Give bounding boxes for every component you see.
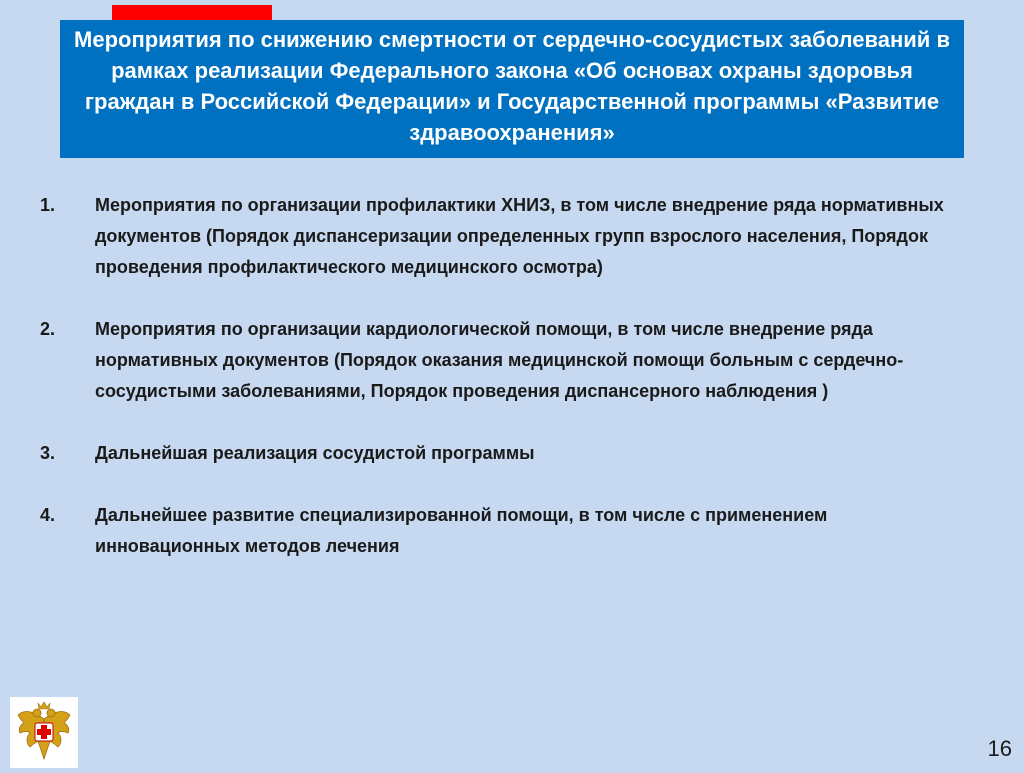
list-item [40, 438, 970, 469]
item-text: Дальнейшая реализация сосудистой программы [95, 443, 535, 463]
list-item [40, 314, 970, 407]
list-item [40, 500, 970, 562]
list-item [40, 190, 970, 283]
item-number: 4. [40, 505, 56, 525]
item-text: Мероприятия по организации профилактики ХНИЗ, в том числе внедрение ряда нормативных документов (Порядок диспансеризации определенных групп взрослого населения, Порядок проведения профилактического медицинского осмотра) [95, 195, 944, 277]
ministry-emblem-icon [10, 697, 78, 768]
item-number: 3. [40, 443, 56, 463]
slide-title: Мероприятия по снижению смертности от сердечно-сосудистых заболеваний в рамках реализации Федерального закона «Об основах охраны здоровья граждан в Российской Федерации» и Государственной программы «Развитие здравоохранения» [74, 27, 950, 145]
item-number: 1. [40, 195, 56, 215]
title-box [60, 20, 964, 158]
item-text: Дальнейшее развитие специализированной помощи, в том числе с применением инновационных методов лечения [95, 505, 828, 556]
page-number: 16 [987, 736, 1012, 761]
item-number: 2. [40, 319, 56, 339]
measures-list [40, 190, 970, 593]
item-text: Мероприятия по организации кардиологической помощи, в том числе внедрение ряда нормативных документов (Порядок оказания медицинской помощи больным с сердечно-сосудистыми заболеваниями, Порядок проведения диспансерного наблюдения ) [95, 319, 904, 401]
